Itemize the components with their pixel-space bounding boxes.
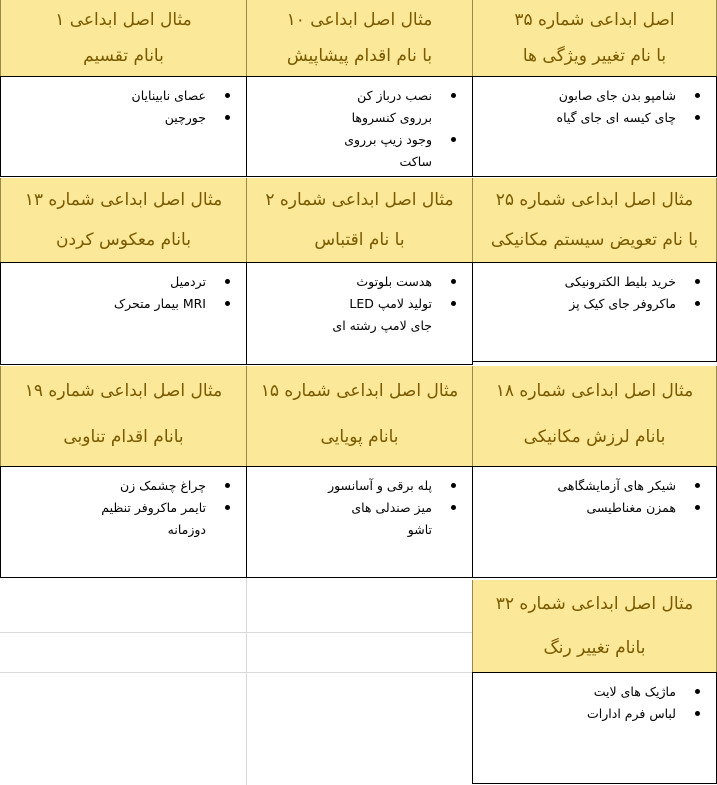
- example-list: [473, 77, 716, 129]
- example-item: خرید بلیط الکترونیکی: [553, 271, 676, 293]
- example-item: هدست بلوتوث: [327, 271, 432, 293]
- card-title-line2: بانام تقسیم: [83, 46, 164, 66]
- card-header-35: [472, 0, 717, 76]
- example-item: وجود زیپ برروی ساکت: [331, 129, 432, 173]
- example-list: [247, 263, 472, 337]
- card-title-line1: اصل ابداعی شماره ۳۵: [514, 10, 675, 30]
- card-body-35: [472, 76, 717, 177]
- example-list: [473, 673, 716, 725]
- card-title-line2: بانام پویایی: [320, 427, 399, 447]
- card-header-2: [246, 178, 473, 262]
- example-list: [473, 467, 716, 519]
- card-title-line1: مثال اصل ابداعی شماره ۱۵: [260, 381, 459, 401]
- card-title-line1: مثال اصل ابداعی شماره ۲: [265, 190, 454, 210]
- example-item: چای کیسه ای جای گیاه: [477, 107, 676, 129]
- example-list: [473, 263, 716, 315]
- card-title-line2: بانام تغییر رنگ: [543, 638, 646, 658]
- example-item: MRI بیمار متحرک: [5, 293, 206, 315]
- example-item: نصب درباز کن برروی کنسروها: [331, 85, 432, 129]
- card-title-line1: مثال اصل ابداعی شماره ۱۳: [24, 190, 223, 210]
- card-header-18: [472, 366, 717, 466]
- example-item: ماکروفر جای کیک پز: [553, 293, 676, 315]
- example-list: [1, 263, 246, 315]
- card-header-19: [0, 366, 247, 466]
- card-title-line1: مثال اصل ابداعی ۱: [55, 10, 192, 30]
- card-body-25: [472, 262, 717, 362]
- card-title-line2: با نام تغییر ویژگی ها: [522, 46, 667, 66]
- card-header-13: [0, 178, 247, 262]
- card-title-line1: مثال اصل ابداعی ۱۰: [286, 10, 433, 30]
- example-list: [247, 77, 472, 173]
- card-title-line2: بانام لرزش مکانیکی: [523, 427, 666, 447]
- grid-line: [0, 672, 472, 673]
- card-body-1: [0, 76, 247, 177]
- card-header-15: [246, 366, 473, 466]
- card-body-2: [246, 262, 473, 365]
- card-title-line1: مثال اصل ابداعی شماره ۳۲: [495, 594, 694, 614]
- card-header-10: [246, 0, 473, 76]
- example-item: تردمیل: [5, 271, 206, 293]
- example-item: تولید لامپ LED جای لامپ رشته ای: [327, 293, 432, 337]
- example-item: عصای نابینایان: [5, 85, 206, 107]
- card-title-line2: با نام تعویض سیستم مکانیکی: [490, 230, 699, 250]
- example-item: لباس فرم ادارات: [477, 703, 676, 725]
- example-item: میز صندلی های تاشو: [327, 497, 432, 541]
- example-list: [1, 77, 246, 129]
- card-body-13: [0, 262, 247, 365]
- example-list: [247, 467, 472, 541]
- card-title-line2: با نام اقدام پیشاپیش: [286, 46, 433, 66]
- example-item: شامپو بدن جای صابون: [477, 85, 676, 107]
- card-body-15: [246, 466, 473, 578]
- example-item: ماژیک های لایت: [477, 681, 676, 703]
- card-title-line2: با نام اقتباس: [314, 230, 405, 250]
- grid-line: [0, 632, 472, 633]
- example-item: همزن مغناطیسی: [477, 497, 676, 519]
- card-header-32: [472, 580, 717, 672]
- grid-line: [246, 578, 247, 785]
- card-body-10: [246, 76, 473, 177]
- card-title-line2: بانام معکوس کردن: [56, 230, 191, 250]
- example-item: پله برقی و آسانسور: [327, 475, 432, 497]
- example-item: جورچین: [5, 107, 206, 129]
- card-title-line2: بانام اقدام تناوبی: [63, 427, 184, 447]
- example-list: [1, 467, 246, 541]
- card-body-32: [472, 672, 717, 784]
- example-item: تایمر ماکروفر تنظیم دوزمانه: [81, 497, 206, 541]
- card-body-18: [472, 466, 717, 578]
- card-title-line1: مثال اصل ابداعی شماره ۱۹: [24, 381, 223, 401]
- card-title-line1: مثال اصل ابداعی شماره ۲۵: [495, 190, 694, 210]
- card-header-1: [0, 0, 247, 76]
- card-header-25: [472, 178, 717, 262]
- example-item: شیکر های آزمایشگاهی: [477, 475, 676, 497]
- example-item: چراغ چشمک زن: [81, 475, 206, 497]
- card-title-line1: مثال اصل ابداعی شماره ۱۸: [495, 381, 694, 401]
- card-body-19: [0, 466, 247, 578]
